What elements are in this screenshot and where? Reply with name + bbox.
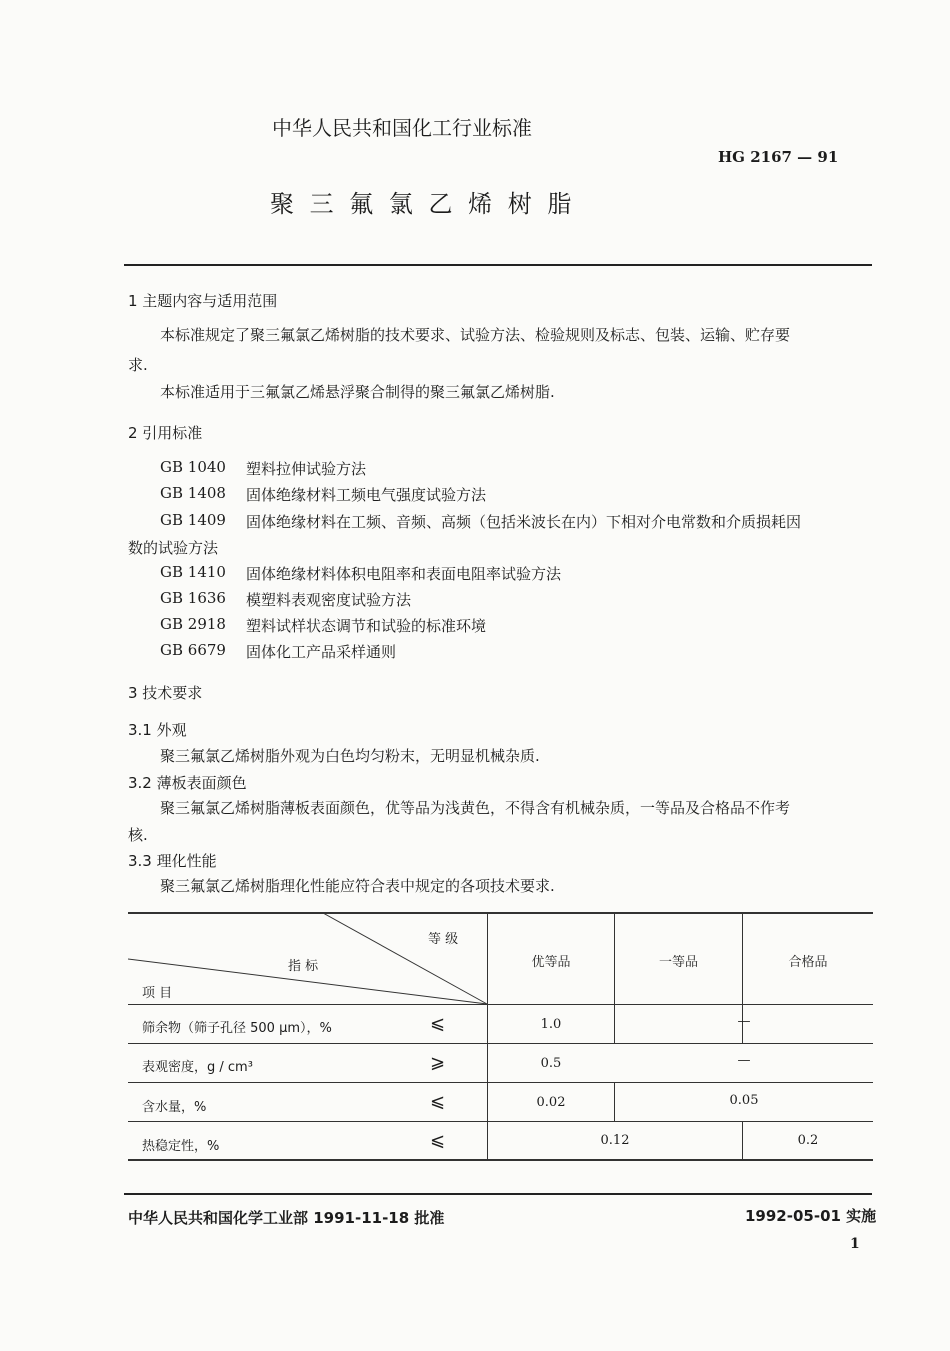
row-value-premium: 0.02 [536, 1095, 566, 1110]
section-3-1-text: 聚三氟氯乙烯树脂外观为白色均匀粉末，无明显机械杂质. [160, 747, 540, 765]
section-1-heading: 1 主题内容与适用范围 [128, 292, 278, 310]
row-value-other-grades: — [737, 1014, 751, 1029]
page-number: 1 [850, 1236, 860, 1252]
column-header-premium: 优等品 [531, 955, 571, 970]
ref-code: GB 1408 [160, 484, 226, 502]
header-rule [124, 264, 872, 266]
ref-code: GB 1410 [160, 563, 226, 581]
row-operator: ⩽ [430, 1130, 446, 1151]
ref-code: GB 2918 [160, 615, 226, 633]
row-value-premium: 0.5 [540, 1056, 562, 1071]
ref-title: 固体绝缘材料工频电气强度试验方法 [246, 486, 487, 504]
ref-code: GB 1636 [160, 589, 226, 607]
ref-title-continuation: 数的试验方法 [128, 539, 219, 557]
table-row-divider [128, 1082, 873, 1083]
row-value-qualified: 0.2 [797, 1133, 819, 1148]
footer-rule [124, 1193, 872, 1195]
ref-code: GB 6679 [160, 641, 226, 659]
row-operator: ⩾ [430, 1052, 446, 1073]
section-2-heading: 2 引用标准 [128, 424, 203, 442]
ref-code: GB 1040 [160, 458, 226, 476]
row-value-premium: 1.0 [540, 1017, 562, 1032]
document-title: 聚 三 氟 氯 乙 烯 树 脂 [270, 190, 576, 218]
section-3-1-heading: 3.1 外观 [128, 721, 187, 739]
section-1-paragraph-2: 本标准适用于三氟氯乙烯悬浮聚合制得的聚三氟氯乙烯树脂. [160, 383, 555, 401]
header-item-label: 项 目 [142, 986, 173, 1001]
table-row-divider [128, 1121, 873, 1122]
row-item-label: 表观密度，g / cm³ [142, 1060, 253, 1075]
row-item-label: 含水量，% [142, 1100, 207, 1115]
ref-title: 固体化工产品采样通则 [246, 643, 397, 661]
ref-title: 塑料试样状态调节和试验的标准环境 [246, 617, 487, 635]
section-3-2-heading: 3.2 薄板表面颜色 [128, 774, 247, 792]
header-grade-label: 等 级 [428, 932, 459, 947]
row-item-label: 热稳定性，% [142, 1139, 220, 1154]
section-1-paragraph-1-line-1: 本标准规定了聚三氟氯乙烯树脂的技术要求、试验方法、检验规则及标志、包装、运输、贮存要 [160, 326, 791, 344]
approval-line: 中华人民共和国化学工业部 1991-11-18 批准 [128, 1209, 445, 1227]
row-operator: ⩽ [430, 1013, 446, 1034]
ref-title: 塑料拉伸试验方法 [246, 460, 367, 478]
section-3-2-line-1: 聚三氟氯乙烯树脂薄板表面颜色，优等品为浅黄色，不得含有机械杂质，一等品及合格品不作考 [160, 799, 791, 817]
table-bottom-rule [128, 1159, 873, 1161]
section-3-3-heading: 3.3 理化性能 [128, 852, 217, 870]
ref-title: 固体绝缘材料体积电阻率和表面电阻率试验方法 [246, 565, 562, 583]
column-header-qualified: 合格品 [788, 955, 828, 970]
row-item-label: 筛余物（筛子孔径 500 μm），% [142, 1021, 332, 1036]
row-value-other-grades: 0.05 [729, 1093, 759, 1108]
header-index-label: 指 标 [288, 959, 319, 974]
ref-title: 固体绝缘材料在工频、音频、高频（包括米波长在内）下相对介电常数和介质损耗因 [246, 513, 802, 531]
section-3-3-text: 聚三氟氯乙烯树脂理化性能应符合表中规定的各项技术要求. [160, 877, 555, 895]
row-value-other-grades: — [737, 1053, 751, 1068]
section-3-2-line-2: 核. [128, 826, 148, 844]
row-value-premium-and-first: 0.12 [600, 1133, 630, 1148]
column-header-first-grade: 一等品 [658, 955, 698, 970]
section-3-heading: 3 技术要求 [128, 684, 203, 702]
row-operator: ⩽ [430, 1091, 446, 1112]
org-title: 中华人民共和国化工行业标准 [272, 116, 532, 140]
effective-date: 1992-05-01 实施 [745, 1207, 877, 1225]
standard-code: HG 2167 — 91 [718, 148, 839, 166]
table-row-divider [128, 1043, 873, 1044]
ref-code: GB 1409 [160, 511, 226, 529]
ref-title: 模塑料表观密度试验方法 [246, 591, 412, 609]
section-1-paragraph-1-line-2: 求. [128, 356, 148, 374]
